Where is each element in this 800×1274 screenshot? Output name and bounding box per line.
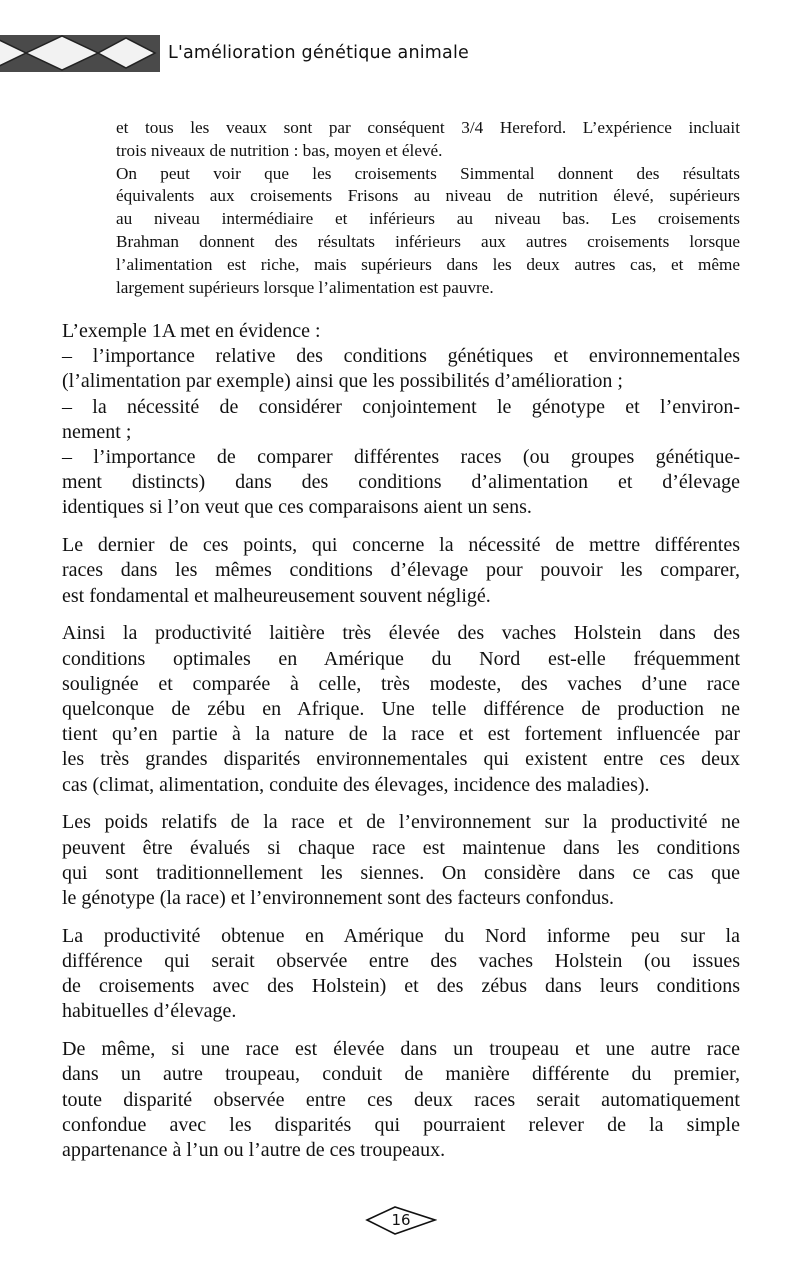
text-line: appartenance à l’un ou l’autre de ces troupeaux. <box>62 1139 446 1162</box>
text-line: identiques si l’on veut que ces comparaisons aient un sens. <box>62 496 532 519</box>
text-line: qui sont traditionnellement les siennes. On considère dans ce cas que <box>62 861 740 884</box>
text-line: L’exemple 1A met en évidence : <box>62 320 321 342</box>
text-line: le génotype (la race) et l’environnement sont des facteurs confondus. <box>62 887 615 910</box>
text-line: dans un autre troupeau, conduit de manière différente du premier, <box>62 1063 740 1086</box>
text-line: largement supérieurs lorsque l’alimentation est pauvre. <box>116 277 494 297</box>
running-title: L'amélioration génétique animale <box>168 43 469 63</box>
body-text <box>62 319 740 1176</box>
text-line: – l’importance de comparer différentes races (ou groupes génétique- <box>62 446 740 469</box>
text-line: de croisements avec des Holstein) et des zébus dans leurs conditions <box>62 975 740 998</box>
page-number: 16 <box>391 1211 411 1229</box>
text-line: toute disparité observée entre ces deux races serait automatiquement <box>62 1088 740 1111</box>
text-line: conditions optimales en Amérique du Nord est-elle fréquemment <box>62 647 740 670</box>
text-line: – la nécessité de considérer conjointement le génotype et l’environ- <box>62 395 740 418</box>
paragraph <box>116 163 740 300</box>
text-line: confondue avec les disparités qui pourraient relever de la simple <box>62 1113 740 1136</box>
text-line: habituelles d’élevage. <box>62 1000 237 1023</box>
text-line: On peut voir que les croisements Simmental donnent des résultats <box>116 163 740 183</box>
text-line: les très grandes disparités environnementales qui existent entre ces deux <box>62 748 740 771</box>
paragraph <box>62 621 740 797</box>
text-line: équivalents aux croisements Frisons au niveau de nutrition élevé, supérieurs <box>116 186 740 206</box>
text-line: l’alimentation est riche, mais supérieurs dans les deux autres cas, et même <box>116 254 740 274</box>
text-line: tient qu’en partie à la nature de la race et est fortement influencée par <box>62 723 740 746</box>
text-line: nement ; <box>62 420 132 443</box>
text-line: Les poids relatifs de la race et de l’environnement sur la productivité ne <box>62 811 740 834</box>
text-line: peuvent être évalués si chaque race est maintenue dans les conditions <box>62 836 740 859</box>
text-line: races dans les mêmes conditions d’élevage pour pouvoir les comparer, <box>62 559 740 582</box>
text-line: est fondamental et malheureusement souvent négligé. <box>62 584 491 607</box>
paragraph <box>62 924 740 1025</box>
text-line: Brahman donnent des résultats inférieurs aux autres croisements lorsque <box>116 231 740 251</box>
text-line: De même, si une race est élevée dans un troupeau et une autre race <box>62 1038 740 1061</box>
header-diamond-band <box>0 35 160 72</box>
text-line: ment distincts) dans des conditions d’alimentation et d’élevage <box>62 471 740 494</box>
paragraph <box>62 319 740 521</box>
text-line: différence qui serait observée entre des vaches Holstein (ou issues <box>62 950 740 973</box>
text-line: trois niveaux de nutrition : bas, moyen et élevé. <box>116 140 443 160</box>
indented-quote-block <box>116 117 740 299</box>
text-line: soulignée et comparée à celle, très modeste, des vaches d’une race <box>62 672 740 695</box>
page-number-badge <box>365 1204 437 1236</box>
paragraph <box>62 810 740 911</box>
text-line: quelconque de zébu en Afrique. Une telle différence de production ne <box>62 698 740 721</box>
text-line: La productivité obtenue en Amérique du Nord informe peu sur la <box>62 924 740 947</box>
paragraph <box>62 533 740 609</box>
text-line: Ainsi la productivité laitière très élevée des vaches Holstein dans des <box>62 622 740 645</box>
paragraph <box>62 1037 740 1163</box>
paragraph <box>116 117 740 163</box>
text-line: cas (climat, alimentation, conduite des élevages, incidence des maladies). <box>62 773 650 796</box>
text-line: – l’importance relative des conditions génétiques et environnementales <box>62 345 740 368</box>
text-line: et tous les veaux sont par conséquent 3/4 Hereford. L’expérience incluait <box>116 118 740 137</box>
diamond-pattern-icon <box>0 35 160 72</box>
text-line: au niveau intermédiaire et inférieurs au niveau bas. Les croisements <box>116 209 740 229</box>
text-line: (l’alimentation par exemple) ainsi que les possibilités d’amélioration ; <box>62 370 623 393</box>
text-line: Le dernier de ces points, qui concerne la nécessité de mettre différentes <box>62 534 740 557</box>
